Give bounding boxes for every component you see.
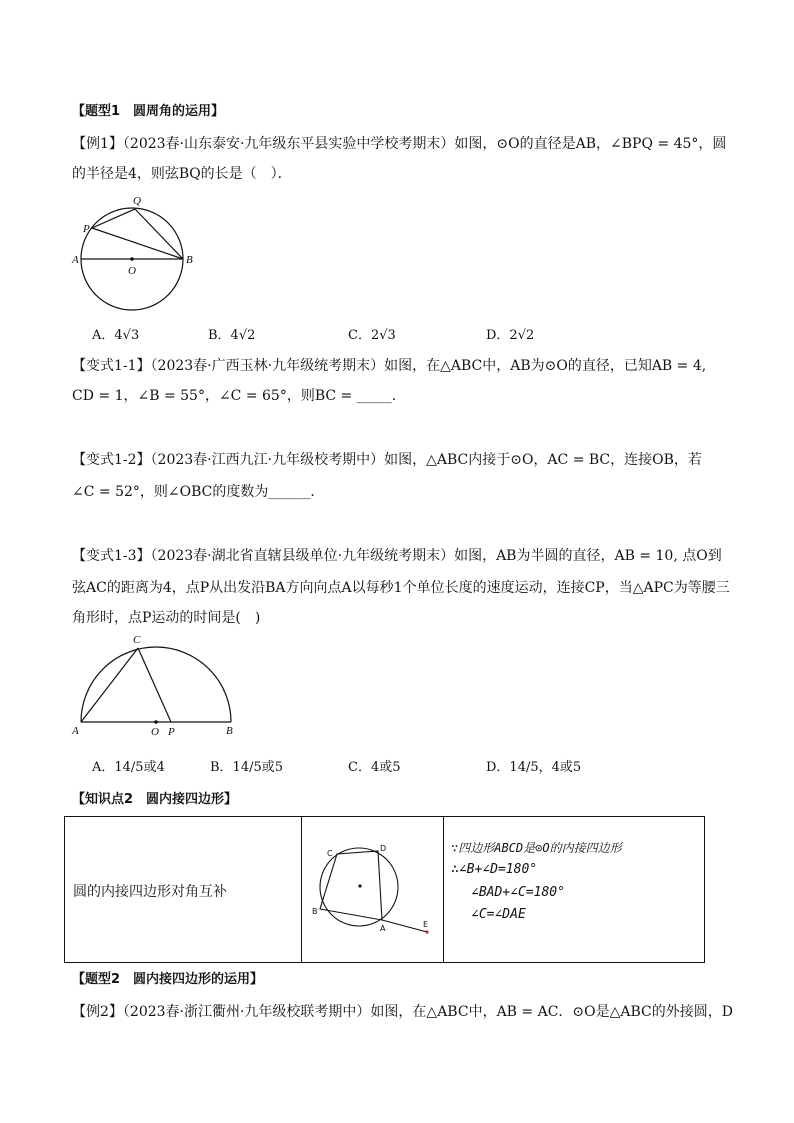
example-1-text-line-2: 的半径是4，则弦BQ的长是（ ）．: [72, 166, 292, 182]
kp2-statement: 圆的内接四边形对角互补: [73, 884, 227, 900]
example-1-option-a: A．4√3: [92, 328, 140, 343]
knowledge-point-2-header: 【知识点2 圆内接四边形】: [72, 792, 238, 807]
knowledge-point-2-table: [64, 816, 705, 963]
label-q: Q: [133, 195, 141, 207]
kp2-statement-cell: [65, 817, 302, 962]
example-1-text-line-1: 【例1】（2023春·山东泰安·九年级东平县实验中学校考期末）如图，⊙O的直径是AB，∠BPQ = 45°，圆: [72, 136, 727, 152]
label-b: B: [226, 725, 233, 737]
kp2-proof-line-4: ∠C=∠DAE: [471, 907, 526, 922]
variant-1-3-option-d: D．14/5，4或5: [486, 760, 582, 775]
variant-1-3-option-a: A．14/5或4: [92, 760, 165, 775]
label-o: O: [128, 265, 136, 277]
section-header-2: 【题型2 圆内接四边形的运用】: [72, 972, 264, 987]
example-1-circle-figure: [70, 190, 210, 320]
example-1-option-c: C．2√3: [348, 328, 396, 343]
variant-1-3-semicircle-figure: [68, 630, 248, 742]
example-1-option-b: B．4√2: [208, 328, 256, 343]
label-c: C: [133, 634, 141, 646]
example-1-option-d: D．2√2: [486, 328, 535, 343]
variant-1-2-text-line-2: ∠C = 52°，则∠OBC的度数为______．: [72, 484, 325, 500]
label-o: O: [151, 726, 159, 738]
label-a: A: [72, 725, 79, 737]
section-header-1: 【题型1 圆周角的运用】: [72, 104, 225, 119]
example-2-text-line-1: 【例2】（2023春·浙江衢州·九年级校联考期中）如图，在△ABC中，AB = AC．⊙O是△ABC的外接圆，D: [72, 1004, 733, 1020]
kp2-proof-line-2: ∴∠B+∠D=180°: [451, 862, 538, 877]
variant-1-3-text-line-3: 角形时，点P运动的时间是( ): [72, 610, 261, 626]
kp2-proof-cell: [443, 817, 704, 962]
kp2-cyclic-quadrilateral-figure: [303, 827, 441, 955]
variant-1-1-text-line-2: CD = 1，∠B = 55°，∠C = 65°，则BC = _____．: [72, 388, 406, 404]
label-a: A: [72, 254, 79, 266]
variant-1-3-option-b: B．14/5或5: [210, 760, 284, 775]
label-p: P: [83, 223, 90, 235]
label-a: A: [380, 924, 386, 933]
label-b: B: [312, 907, 318, 916]
label-b: B: [186, 254, 193, 266]
variant-1-2-text-line-1: 【变式1-2】（2023春·江西九江·九年级校考期中）如图，△ABC内接于⊙O，AC = BC，连接OB，若: [72, 452, 702, 468]
kp2-figure-cell: [301, 817, 444, 962]
variant-1-1-text-line-1: 【变式1-1】（2023春·广西玉林·九年级统考期末）如图，在△ABC中，AB为⊙O的直径，已知AB = 4,: [72, 358, 707, 374]
variant-1-3-text-line-1: 【变式1-3】（2023春·湖北省直辖县级单位·九年级统考期末）如图，AB为半圆的直径，AB = 10, 点O到: [72, 548, 722, 564]
label-e: E: [423, 920, 429, 929]
variant-1-3-option-c: C．4或5: [348, 760, 401, 775]
variant-1-3-text-line-2: 弦AC的距离为4，点P从出发沿BA方向向点A以每秒1个单位长度的速度运动，连接CP，当△APC为等腰三: [72, 580, 730, 596]
label-d: D: [380, 844, 387, 853]
label-p: P: [168, 726, 175, 738]
label-c: C: [327, 849, 333, 858]
kp2-proof-line-1: ∵四边形ABCD是⊙O的内接四边形: [451, 841, 622, 855]
kp2-proof-line-3: ∠BAD+∠C=180°: [471, 885, 565, 900]
